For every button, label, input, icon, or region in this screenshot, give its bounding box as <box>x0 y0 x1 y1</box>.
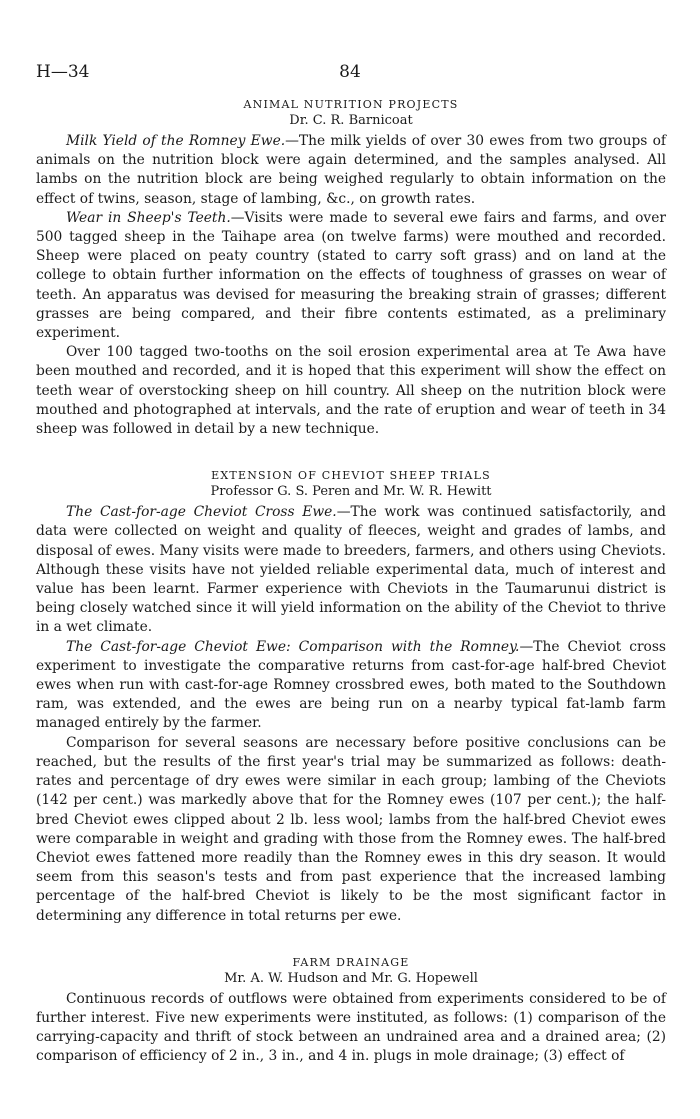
paragraph-text: Over 100 tagged two-tooths on the soil erosion experimental area at Te Awa have been mouthed and recorded, and it is hoped that this experiment will show the effect on teeth wear of overstocking sheep on hill country. All sheep on the nutrition block were mouthed and photographed at intervals, and the rate of eruption and wear of teeth in 34 sheep was followed in detail by a new technique. <box>36 344 666 438</box>
paragraph-lead: Milk Yield of the Romney Ewe. <box>66 133 286 149</box>
paragraph <box>36 209 666 343</box>
section-cheviot-trials <box>36 469 666 925</box>
section-author: Dr. C. R. Barnicoat <box>289 113 413 128</box>
paragraph-lead: The Cast-for-age Cheviot Ewe: Comparison with the Romney. <box>66 638 520 655</box>
section-author: Professor G. S. Peren and Mr. W. R. Hewitt <box>210 484 492 500</box>
paragraph <box>36 343 666 439</box>
section-title: FARM DRAINAGE <box>292 955 410 969</box>
paragraph-text: —The work was continued satisfactorily, and data were collected on weight and quality of fleeces, weight and grades of lambs, and disposal of ewes. Many visits were made to breeders, farmers, and others using Cheviots. Although these visits have not yielded reliable experimental data, much of interest and value has been learnt. Farmer experience with Cheviots in the Taumarunui district is being closely watched since it will yield information on the ability of the Cheviot to thrive in a wet climate. <box>36 504 666 636</box>
paragraph-text: Comparison for several seasons are necessary before positive conclusions can be reached, but the results of the first year's trial may be summarized as follows: death-rates and percentage of dry ewes were similar in each group; lambing of the Cheviots (142 per cent.) was markedly above that for the Romney ewes (107 per cent.); the half-bred Cheviot ewes clipped about 2 lb. less wool; lambs from the half-bred Cheviot ewes were comparable in weight and grading with those from the Romney ewes. The half-bred Cheviot ewes fattened more readily than the Romney ewes in this dry season. It would seem from this season's tests and from past experience that the increased lambing percentage of the half-bred Cheviot is likely to be the most significant factor in determining any difference in total returns per ewe. <box>36 734 666 924</box>
section-farm-drainage <box>36 956 666 1067</box>
paragraph <box>36 132 666 209</box>
paragraph-text: —The milk yields of over 30 ewes from two groups of animals on the nutrition block were again determined, and the samples analysed. All lambs on the nutrition block are being weighed regularly to obtain information on the effect of twins, season, stage of lambing, &c., on growth rates. <box>36 133 666 207</box>
paragraph-lead: Wear in Sheep's Teeth. <box>66 209 231 226</box>
section-spacer <box>36 926 666 956</box>
paragraph <box>36 990 666 1067</box>
section-spacer <box>36 439 666 469</box>
section-title: ANIMAL NUTRITION PROJECTS <box>243 98 459 111</box>
paragraph-text: —Visits were made to several ewe fairs and farms, and over 500 tagged sheep in the Taihape area (on twelve farms) were mouthed and recorded. Sheep were placed on peaty country (stated to carry soft grass) and on land at the college to obtain further information on the effects of toughness of grasses on wear of teeth. An apparatus was devised for measuring the breaking strain of grasses; different grasses are being compared, and their fibre contents estimated, as a preliminary experiment. <box>36 209 666 342</box>
page-number: 84 <box>339 62 361 82</box>
report-reference: H—34 <box>36 62 90 82</box>
section-author: Mr. A. W. Hudson and Mr. G. Hopewell <box>224 970 478 986</box>
paragraph-text: Continuous records of outflows were obtained from experiments considered to be of further interest. Five new experiments were instituted, as follows: (1) comparison of the carrying-capacity and thrift of stock between an undrained area and a drained area; (2) comparison of efficiency of 2 in., 3 in., and 4 in. plugs in mole drainage; (3) effect of <box>36 990 666 1065</box>
paragraph-text: —The Cheviot cross experiment to investigate the comparative returns from cast-for-age half-bred Cheviot ewes when run with cast-for-age Romney crossbred ewes, both mated to the Southdown ram, was extended, and the ewes are being run on a nearby typical fat-lamb farm managed entirely by the farmer. <box>36 638 667 732</box>
paragraph-lead: The Cast-for-age Cheviot Cross Ewe. <box>66 504 337 521</box>
section-title: EXTENSION OF CHEVIOT SHEEP TRIALS <box>211 469 491 483</box>
page-content <box>36 98 666 1067</box>
paragraph <box>36 734 666 926</box>
page-header <box>36 62 664 86</box>
section-animal-nutrition <box>36 98 666 439</box>
paragraph <box>36 638 666 734</box>
paragraph <box>36 503 666 637</box>
